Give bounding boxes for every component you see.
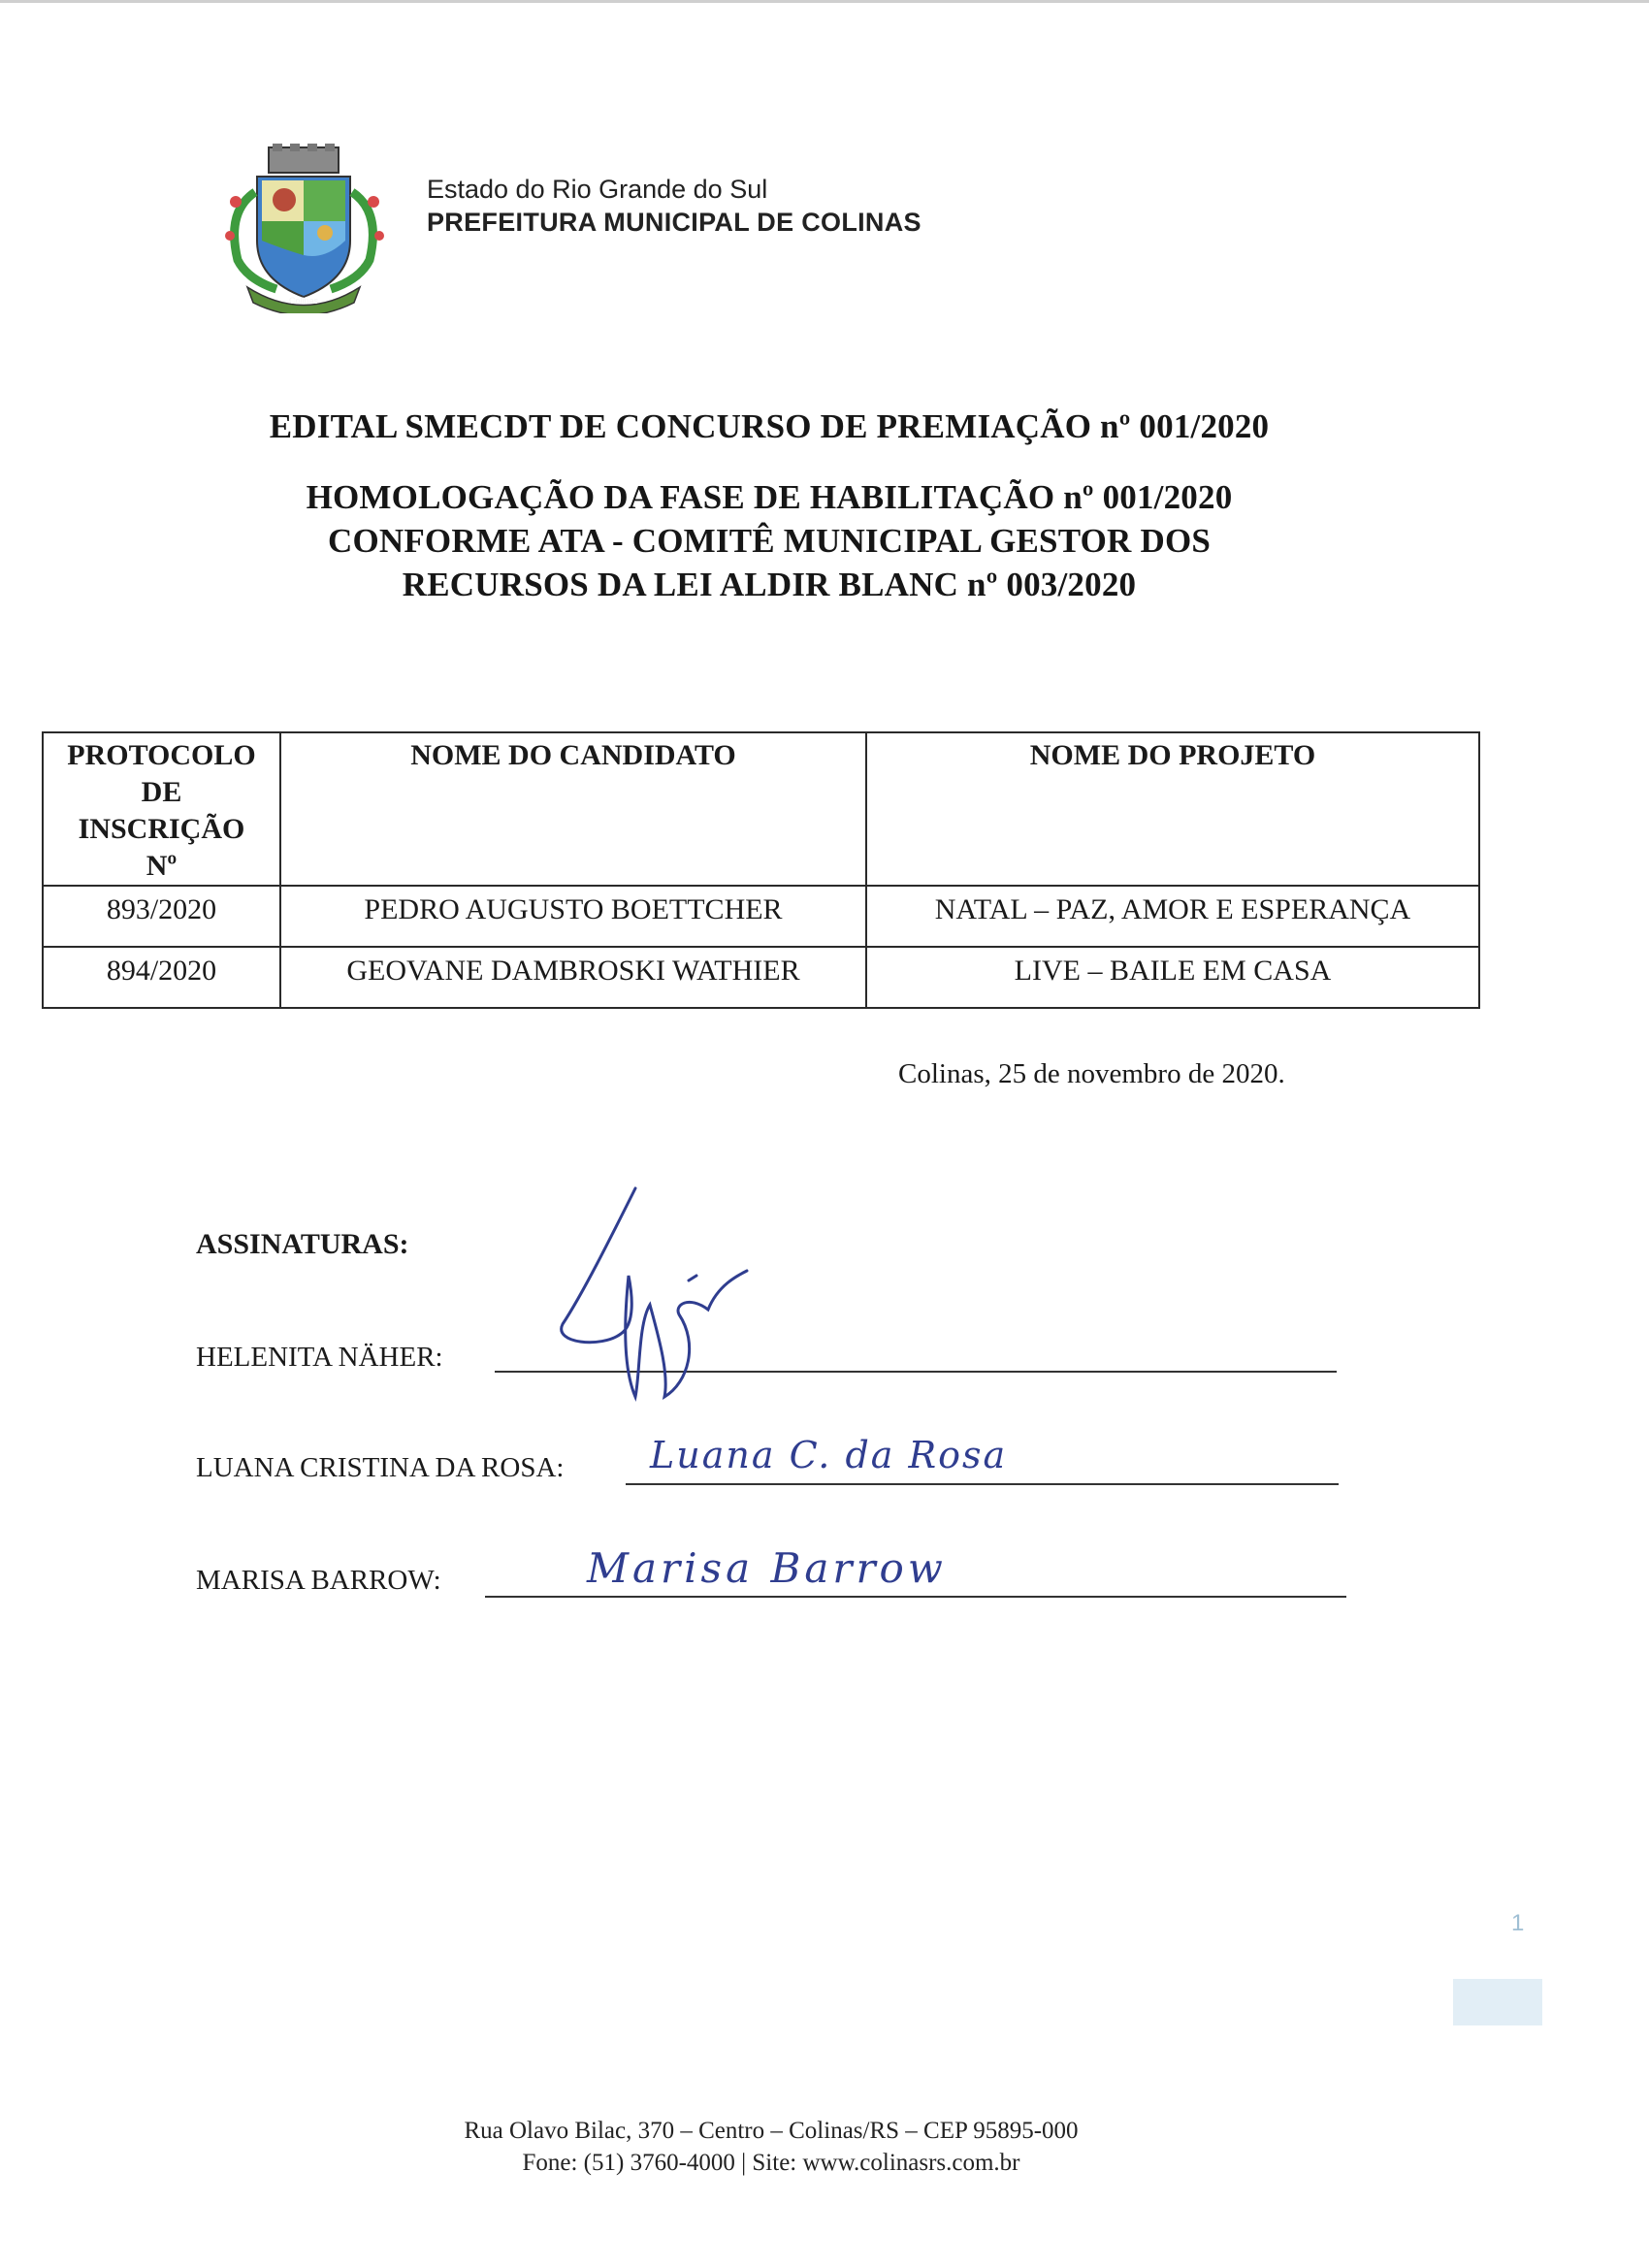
signatures-heading: ASSINATURAS: xyxy=(196,1228,409,1260)
state-name: Estado do Rio Grande do Sul xyxy=(427,175,768,204)
page-number: 1 xyxy=(1511,1910,1525,1936)
prefecture-name: PREFEITURA MUNICIPAL DE COLINAS xyxy=(427,208,922,237)
scan-top-edge xyxy=(0,0,1649,3)
scan-smudge xyxy=(1453,1979,1542,2025)
homologation-line-3: RECURSOS DA LEI ALDIR BLANC nº 003/2020 xyxy=(402,566,1137,603)
svg-text:Colinas: Colinas xyxy=(288,296,319,306)
homologation-line-2: CONFORME ATA - COMITÊ MUNICIPAL GESTOR DOS xyxy=(327,522,1212,560)
project-column-header: NOME DO PROJETO xyxy=(866,732,1479,886)
luana-signature: Luana C. da Rosa xyxy=(650,1434,1008,1476)
protocol-cell: 894/2020 xyxy=(43,947,280,1008)
date-line: Colinas, 25 de novembro de 2020. xyxy=(898,1058,1285,1089)
table-row xyxy=(43,886,1479,947)
footer-address xyxy=(0,2115,1542,2179)
candidates-table xyxy=(42,731,1480,1009)
footer-address-line: Rua Olavo Bilac, 370 – Centro – Colinas/RS – CEP 95895-000 xyxy=(464,2118,1079,2144)
signer-label: LUANA CRISTINA DA ROSA: xyxy=(196,1452,565,1483)
footer-contact-line: Fone: (51) 3760-4000 | Site: www.colinasrs.com.br xyxy=(522,2150,1020,2176)
document-header xyxy=(427,173,922,239)
municipal-coat-of-arms xyxy=(209,144,398,313)
project-cell: NATAL – PAZ, AMOR E ESPERANÇA xyxy=(866,886,1479,947)
project-cell: LIVE – BAILE EM CASA xyxy=(866,947,1479,1008)
marisa-signature: Marisa Barrow xyxy=(587,1544,947,1592)
candidate-cell: PEDRO AUGUSTO BOETTCHER xyxy=(280,886,866,947)
table-header-row xyxy=(43,732,1479,886)
protocol-cell: 893/2020 xyxy=(43,886,280,947)
helenita-signature-mark xyxy=(543,1179,757,1411)
candidate-column-header: NOME DO CANDIDATO xyxy=(280,732,866,886)
homologation-title xyxy=(0,475,1538,606)
homologation-line-1: HOMOLOGAÇÃO DA FASE DE HABILITAÇÃO nº 001/2020 xyxy=(306,478,1233,516)
table-row xyxy=(43,947,1479,1008)
candidate-cell: GEOVANE DAMBROSKI WATHIER xyxy=(280,947,866,1008)
signer-label: MARISA BARROW: xyxy=(196,1565,441,1596)
protocol-column-header: PROTOCOLO DE INSCRIÇÃO Nº xyxy=(43,732,280,886)
signer-label: HELENITA NÄHER: xyxy=(196,1342,443,1373)
edital-title: EDITAL SMECDT DE CONCURSO DE PREMIAÇÃO nº 001/2020 xyxy=(269,407,1270,445)
